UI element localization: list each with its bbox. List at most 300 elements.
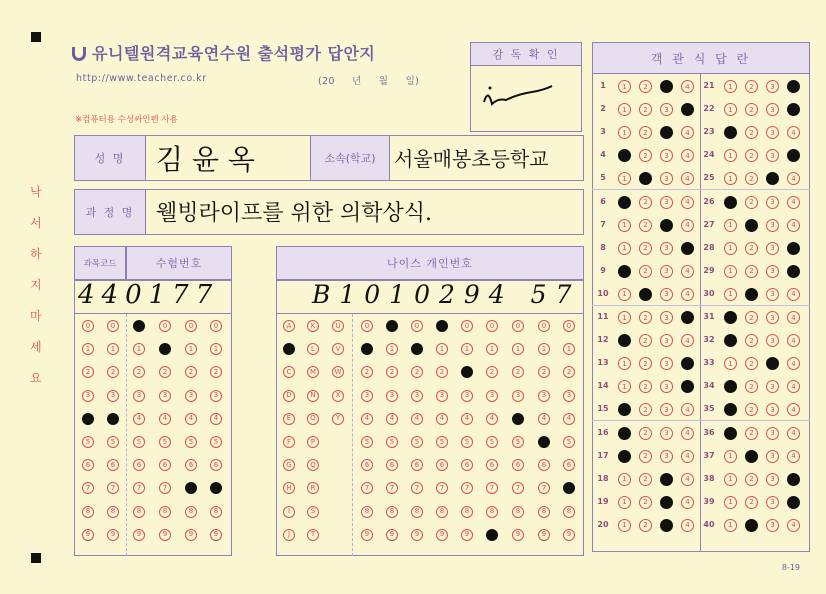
- question-number: 36: [703, 427, 715, 437]
- neis-bubble: 9: [386, 529, 398, 541]
- exam-bubble: 6: [82, 459, 94, 471]
- question-number: 7: [600, 219, 606, 229]
- question-number: 22: [703, 104, 715, 114]
- answer-bubble: [787, 473, 800, 486]
- neis-bubble: I: [283, 506, 295, 518]
- answer-bubble: 4: [681, 149, 694, 162]
- answer-bubble: [745, 219, 758, 232]
- answer-bubble: 4: [681, 172, 694, 185]
- answer-bubble: [639, 288, 652, 301]
- question-number: 40: [703, 519, 715, 529]
- exam-bubble: 2: [185, 366, 197, 378]
- exam-bubble: 0: [107, 320, 119, 332]
- sheet-title: 유니텔원격교육연수원 출석평가 답안지: [72, 41, 375, 64]
- answer-bubble: [787, 265, 800, 278]
- answer-bubble: [681, 242, 694, 255]
- question-number: 18: [597, 473, 609, 483]
- answer-header: 객 관 식 답 란: [592, 42, 810, 74]
- question-number: 26: [703, 196, 715, 206]
- neis-bubble: 3: [512, 390, 524, 402]
- answer-bubble: 3: [766, 496, 779, 509]
- answer-bubble: 4: [681, 80, 694, 93]
- neis-bubble: P: [307, 436, 319, 448]
- neis-bubble: 4: [563, 413, 575, 425]
- answer-bubble: 4: [787, 196, 800, 209]
- neis-bubble: 8: [411, 506, 423, 518]
- neis-bubble: 3: [486, 390, 498, 402]
- exam-bubble: [107, 413, 119, 425]
- answer-bubble: 1: [618, 103, 631, 116]
- answer-bubble: 2: [745, 357, 758, 370]
- neis-bubble: 7: [538, 482, 550, 494]
- question-number: 15: [597, 404, 609, 414]
- course-code-label: 과목코드: [74, 246, 126, 280]
- exam-bubble: 5: [133, 436, 145, 448]
- answer-bubble: 1: [724, 149, 737, 162]
- neis-bubble: A: [283, 320, 295, 332]
- exam-bubble: 3: [210, 390, 222, 402]
- question-number: 17: [597, 450, 609, 460]
- question-number: 10: [597, 288, 609, 298]
- answer-bubble: 2: [639, 403, 652, 416]
- neis-bubble: 7: [486, 482, 498, 494]
- neis-bubble: 5: [512, 436, 524, 448]
- neis-bubble: U: [332, 320, 344, 332]
- answer-bubble: 2: [745, 265, 758, 278]
- question-number: 21: [703, 81, 715, 90]
- answer-bubble: 4: [787, 126, 800, 139]
- answer-bubble: 1: [724, 265, 737, 278]
- neis-bubble: 7: [386, 482, 398, 494]
- side-char: 서: [30, 216, 42, 230]
- neis-bubble: S: [307, 506, 319, 518]
- answer-bubble: 2: [745, 427, 758, 440]
- neis-bubble: 1: [538, 343, 550, 355]
- neis-bubble: 9: [436, 529, 448, 541]
- answer-bubble: 4: [787, 311, 800, 324]
- answer-bubble: [618, 334, 631, 347]
- neis-bubble: 0: [486, 320, 498, 332]
- exam-bubble: 2: [210, 366, 222, 378]
- answer-bubble: [787, 242, 800, 255]
- answer-bubble: 4: [681, 288, 694, 301]
- question-number: 29: [703, 265, 715, 275]
- neis-bubble: G: [283, 459, 295, 471]
- exam-bubble: 7: [107, 482, 119, 494]
- exam-bubble: 3: [159, 390, 171, 402]
- exam-bubble: 3: [82, 390, 94, 402]
- answer-bubble: [681, 103, 694, 116]
- answer-bubble: 3: [660, 357, 673, 370]
- neis-bubble: D: [283, 390, 295, 402]
- neis-bubble: 9: [461, 529, 473, 541]
- answer-bubble: 1: [618, 288, 631, 301]
- neis-bubble: Q: [307, 459, 319, 471]
- exam-bubble: [133, 320, 145, 332]
- neis-bubble: V: [332, 343, 344, 355]
- answer-bubble: 4: [681, 219, 694, 232]
- neis-bubble: 8: [461, 506, 473, 518]
- answer-bubble: 4: [681, 519, 694, 532]
- answer-column-divider: [700, 74, 701, 552]
- answer-bubble: [660, 80, 673, 93]
- answer-bubble: 4: [787, 403, 800, 416]
- question-number: 25: [703, 173, 715, 183]
- timing-mark-bottom: [31, 553, 41, 563]
- answer-bubble: 4: [681, 450, 694, 463]
- neis-bubble: 2: [538, 366, 550, 378]
- answer-bubble: 4: [787, 219, 800, 232]
- question-number: 39: [703, 496, 715, 506]
- answer-bubble: 2: [745, 172, 758, 185]
- neis-bubble: 6: [411, 459, 423, 471]
- answer-bubble: 4: [787, 172, 800, 185]
- neis-bubble: 1: [512, 343, 524, 355]
- answer-bubble: 2: [639, 519, 652, 532]
- question-number: 38: [703, 473, 715, 483]
- neis-bubble: Y: [332, 413, 344, 425]
- answer-bubble: 1: [724, 357, 737, 370]
- answer-bubble: 4: [681, 265, 694, 278]
- question-number: 37: [703, 450, 715, 460]
- neis-bubble: 8: [512, 506, 524, 518]
- question-number: 35: [703, 404, 715, 414]
- neis-bubble: 3: [436, 390, 448, 402]
- name-handwritten: 김 윤 옥: [156, 143, 255, 176]
- answer-bubble: 3: [660, 288, 673, 301]
- answer-bubble: 3: [766, 450, 779, 463]
- date-line: (20 년 월 일): [318, 76, 420, 87]
- answer-bubble: [724, 311, 737, 324]
- exam-bubble: 7: [133, 482, 145, 494]
- answer-bubble: [745, 519, 758, 532]
- neis-bubble: 6: [563, 459, 575, 471]
- answer-bubble: 1: [724, 103, 737, 116]
- neis-bubble: 1: [563, 343, 575, 355]
- answer-bubble: 2: [639, 149, 652, 162]
- exam-bubble: 6: [210, 459, 222, 471]
- answer-bubble: 3: [660, 427, 673, 440]
- neis-bubble: E: [283, 413, 295, 425]
- question-number: 33: [703, 358, 715, 368]
- exam-bubble: 6: [159, 459, 171, 471]
- answer-group-line: [592, 420, 700, 421]
- answer-bubble: 1: [724, 288, 737, 301]
- exam-bubble: 9: [107, 529, 119, 541]
- exam-bubble: 7: [82, 482, 94, 494]
- answer-bubble: 3: [660, 196, 673, 209]
- answer-bubble: 2: [745, 334, 758, 347]
- answer-bubble: 2: [639, 450, 652, 463]
- neis-bubble: 0: [411, 320, 423, 332]
- answer-bubble: 1: [724, 519, 737, 532]
- answer-bubble: [745, 450, 758, 463]
- neis-bubble: 9: [512, 529, 524, 541]
- answer-bubble: 1: [724, 473, 737, 486]
- answer-bubble: [618, 265, 631, 278]
- exam-bubble: 6: [107, 459, 119, 471]
- answer-bubble: [724, 196, 737, 209]
- website-url: http://www.teacher.co.kr: [76, 73, 207, 84]
- neis-label: 나이스 개인번호: [276, 246, 584, 280]
- exam-bubble: 7: [159, 482, 171, 494]
- neis-bubble: 0: [461, 320, 473, 332]
- answer-bubble: 2: [639, 80, 652, 93]
- neis-bubble: H: [283, 482, 295, 494]
- exam-bubble: 2: [107, 366, 119, 378]
- answer-bubble: 2: [745, 126, 758, 139]
- answer-bubble: 1: [724, 496, 737, 509]
- answer-bubble: 2: [745, 149, 758, 162]
- answer-bubble: 1: [724, 219, 737, 232]
- neis-bubble: M: [307, 366, 319, 378]
- neis-bubble: [512, 413, 524, 425]
- neis-bubble: X: [332, 390, 344, 402]
- question-number: 8: [600, 242, 606, 252]
- answer-bubble: 3: [766, 103, 779, 116]
- exam-bubble: 8: [133, 506, 145, 518]
- neis-bubble: 5: [411, 436, 423, 448]
- neis-bubble: 9: [563, 529, 575, 541]
- neis-bubble: 6: [538, 459, 550, 471]
- answer-bubble: 2: [639, 357, 652, 370]
- answer-bubble: 3: [766, 219, 779, 232]
- question-number: 27: [703, 219, 715, 229]
- exam-number-handwritten: 440177: [78, 280, 220, 310]
- neis-bubble: 8: [386, 506, 398, 518]
- answer-bubble: [787, 496, 800, 509]
- exam-bubble: 6: [185, 459, 197, 471]
- answer-bubble: 3: [766, 242, 779, 255]
- exam-bubble: 0: [210, 320, 222, 332]
- side-char: 세: [30, 340, 42, 354]
- answer-bubble: [660, 473, 673, 486]
- answer-bubble: 1: [724, 172, 737, 185]
- answer-bubble: 2: [745, 473, 758, 486]
- answer-bubble: 1: [618, 242, 631, 255]
- answer-bubble: 3: [660, 380, 673, 393]
- answer-bubble: 2: [639, 496, 652, 509]
- neis-bubble: 1: [461, 343, 473, 355]
- answer-bubble: 1: [618, 126, 631, 139]
- answer-bubble: 1: [618, 219, 631, 232]
- answer-bubble: [618, 196, 631, 209]
- exam-bubble: 2: [159, 366, 171, 378]
- exam-bubble: 2: [82, 366, 94, 378]
- neis-bubble: 5: [386, 436, 398, 448]
- answer-group-line: [592, 189, 700, 190]
- answer-bubble: [745, 288, 758, 301]
- neis-bubble: [486, 529, 498, 541]
- question-number: 1: [600, 81, 606, 90]
- neis-bubble: 0: [563, 320, 575, 332]
- neis-bubble: 7: [512, 482, 524, 494]
- question-number: 2: [600, 104, 606, 114]
- answer-bubble: 2: [639, 427, 652, 440]
- answer-bubble: [660, 519, 673, 532]
- neis-bubble: 1: [386, 343, 398, 355]
- answer-bubble: 3: [660, 172, 673, 185]
- exam-bubble: 1: [82, 343, 94, 355]
- timing-mark-top: [31, 32, 41, 42]
- neis-bubble: 2: [411, 366, 423, 378]
- form-code: 8-19: [781, 563, 800, 572]
- exam-bubble: 9: [82, 529, 94, 541]
- answer-bubble: 4: [787, 334, 800, 347]
- exam-bubble: [82, 413, 94, 425]
- answer-bubble: 1: [724, 450, 737, 463]
- neis-bubble: 0: [512, 320, 524, 332]
- answer-bubble: 3: [766, 80, 779, 93]
- exam-bubble: 5: [159, 436, 171, 448]
- question-number: 34: [703, 381, 715, 391]
- question-number: 32: [703, 335, 715, 345]
- exam-bubble: 8: [185, 506, 197, 518]
- neis-bubble: 6: [512, 459, 524, 471]
- answer-bubble: 3: [766, 126, 779, 139]
- exam-number-label: 수험번호: [126, 246, 232, 280]
- neis-bubble: 2: [436, 366, 448, 378]
- answer-bubble: 1: [618, 519, 631, 532]
- neis-bubble: [538, 436, 550, 448]
- neis-bubble: 7: [411, 482, 423, 494]
- question-number: 6: [600, 196, 606, 206]
- neis-bubble: 8: [436, 506, 448, 518]
- answer-bubble: 2: [745, 496, 758, 509]
- neis-bubble: 3: [361, 390, 373, 402]
- question-number: 28: [703, 242, 715, 252]
- exam-bubble: 3: [133, 390, 145, 402]
- answer-bubble: 2: [639, 196, 652, 209]
- neis-bubble: F: [283, 436, 295, 448]
- neis-bubble: 2: [386, 366, 398, 378]
- answer-bubble: 2: [639, 334, 652, 347]
- answer-bubble: 3: [766, 196, 779, 209]
- exam-bubble: 5: [107, 436, 119, 448]
- neis-bubble: K: [307, 320, 319, 332]
- answer-group-line: [592, 305, 700, 306]
- neis-bubble: 6: [461, 459, 473, 471]
- neis-bubble: 5: [486, 436, 498, 448]
- neis-bubble: C: [283, 366, 295, 378]
- answer-bubble: 2: [639, 311, 652, 324]
- name-label: 성 명: [74, 135, 146, 181]
- answer-bubble: 2: [745, 311, 758, 324]
- answer-bubble: 1: [618, 172, 631, 185]
- supervisor-label: 감 독 확 인: [470, 42, 582, 66]
- answer-group-line: [700, 305, 810, 306]
- answer-bubble: 4: [681, 473, 694, 486]
- answer-bubble: 4: [787, 450, 800, 463]
- answer-bubble: [787, 103, 800, 116]
- neis-bubble: 2: [512, 366, 524, 378]
- neis-bubble: 6: [386, 459, 398, 471]
- side-char: 하: [30, 247, 42, 261]
- side-char: 마: [30, 309, 42, 323]
- side-char: 지: [30, 278, 42, 292]
- neis-bubble: 3: [411, 390, 423, 402]
- answer-bubble: 4: [787, 288, 800, 301]
- neis-bubble: 4: [411, 413, 423, 425]
- neis-bubble: 8: [563, 506, 575, 518]
- answer-bubble: 1: [618, 357, 631, 370]
- exam-bubble: 1: [185, 343, 197, 355]
- question-number: 5: [600, 173, 606, 183]
- exam-bubble: 2: [133, 366, 145, 378]
- exam-bubble: 0: [185, 320, 197, 332]
- answer-bubble: 3: [766, 519, 779, 532]
- exam-bubble: 9: [185, 529, 197, 541]
- neis-bubble: T: [307, 529, 319, 541]
- answer-bubble: 2: [745, 403, 758, 416]
- answer-bubble: [787, 80, 800, 93]
- answer-bubble: 3: [660, 103, 673, 116]
- answer-bubble: 3: [766, 427, 779, 440]
- neis-bubble: 5: [461, 436, 473, 448]
- answer-bubble: 3: [766, 473, 779, 486]
- exam-bubble: 1: [210, 343, 222, 355]
- answer-bubble: 4: [787, 427, 800, 440]
- exam-bubble: 9: [210, 529, 222, 541]
- answer-bubble: 3: [660, 403, 673, 416]
- answer-bubble: 3: [766, 311, 779, 324]
- neis-bubble: L: [307, 343, 319, 355]
- answer-bubble: 1: [618, 80, 631, 93]
- neis-bubble: 2: [563, 366, 575, 378]
- neis-bubble: R: [307, 482, 319, 494]
- neis-bubble: 8: [486, 506, 498, 518]
- answer-bubble: 2: [745, 103, 758, 116]
- question-number: 31: [703, 312, 715, 321]
- neis-bubble: 8: [361, 506, 373, 518]
- answer-bubble: 2: [639, 265, 652, 278]
- exam-bubble: 8: [107, 506, 119, 518]
- answer-bubble: 1: [724, 80, 737, 93]
- exam-bubble: 4: [133, 413, 145, 425]
- neis-bubble: 4: [486, 413, 498, 425]
- course-label: 과 정 명: [74, 189, 146, 235]
- question-number: 11: [597, 312, 609, 321]
- neis-bubble: 0: [361, 320, 373, 332]
- neis-bubble: 9: [411, 529, 423, 541]
- answer-bubble: 2: [745, 380, 758, 393]
- answer-group-line: [700, 189, 810, 190]
- neis-bubble: 1: [436, 343, 448, 355]
- answer-bubble: 4: [787, 357, 800, 370]
- answer-bubble: 2: [745, 242, 758, 255]
- question-number: 9: [600, 265, 606, 275]
- question-number: 4: [600, 150, 606, 160]
- neis-divider: [352, 314, 353, 556]
- question-number: 13: [597, 358, 609, 368]
- answer-bubble: 2: [745, 196, 758, 209]
- neis-bubble: [386, 320, 398, 332]
- answer-bubble: 3: [766, 149, 779, 162]
- exam-bubble: 9: [159, 529, 171, 541]
- exam-bubble: 0: [159, 320, 171, 332]
- neis-bubble: 9: [361, 529, 373, 541]
- answer-bubble: 2: [639, 219, 652, 232]
- neis-bubble: W: [332, 366, 344, 378]
- neis-bubble: 3: [461, 390, 473, 402]
- exam-bubble: 6: [133, 459, 145, 471]
- neis-bubble: 4: [361, 413, 373, 425]
- answer-bubble: [660, 496, 673, 509]
- exam-bubble: 5: [185, 436, 197, 448]
- unitel-logo-icon: [72, 47, 86, 61]
- question-number: 24: [703, 150, 715, 160]
- answer-bubble: 3: [660, 242, 673, 255]
